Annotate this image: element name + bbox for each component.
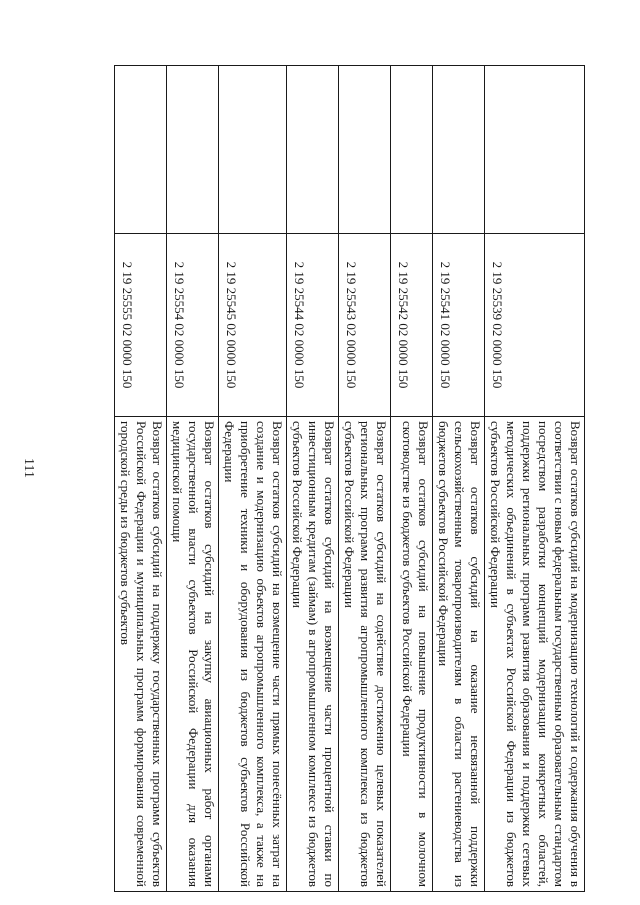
description-cell: Возврат остатков субсидий на содействие достижению целевых показателей региональных программ развития агропромышленного комплекса из бюджетов субъектов Российской Федерации <box>339 417 391 892</box>
rotated-table-page <box>85 65 585 887</box>
empty-cell <box>167 66 219 234</box>
budget-code-cell: 2 19 25539 02 0000 150 <box>485 234 585 417</box>
description-cell: Возврат остатков субсидий на возмещение части процентной ставки по инвестиционным кредитам (займам) в агропромышленном комплексе из бюджетов субъектов Российской Федерации <box>287 417 339 892</box>
description-cell: Возврат остатков субсидий на закупку авиационных работ органами государственной власти субъектов Российской Федерации для оказания медицинской помощи <box>167 417 219 892</box>
empty-cell <box>391 66 433 234</box>
table-row <box>339 66 391 892</box>
page-number: 111 <box>21 458 36 478</box>
empty-cell <box>485 66 585 234</box>
description-cell: Возврат остатков субсидий на поддержку государственных программ субъектов Российской Федерации и муниципальных программ формирования современной городской среды из бюджетов субъектов <box>115 417 167 892</box>
table-row <box>219 66 287 892</box>
budget-code-cell: 2 19 25542 02 0000 150 <box>391 234 433 417</box>
budget-code-cell: 2 19 25544 02 0000 150 <box>287 234 339 417</box>
empty-cell <box>287 66 339 234</box>
description-cell: Возврат остатков субсидий на возмещение части прямых понесённых затрат на создание и модернизацию объектов агропромышленного комплекса, а также на приобретение техники и оборудования из бюджетов субъектов Российской Федерации <box>219 417 287 892</box>
empty-cell <box>219 66 287 234</box>
description-cell: Возврат остатков субсидий на модернизацию технологий и содержания обучения в соответствии с новым федеральным государственным образовательным стандартом посредством разработки концепций модернизации конкретных областей, поддержки региональных программ развития образования и поддержки сетевых методических объединений в субъектах Российской Федерации из бюджетов субъектов Российской Федерации <box>485 417 585 892</box>
empty-cell <box>433 66 485 234</box>
table-row <box>433 66 485 892</box>
budget-code-cell: 2 19 25543 02 0000 150 <box>339 234 391 417</box>
budget-code-cell: 2 19 25541 02 0000 150 <box>433 234 485 417</box>
budget-code-cell: 2 19 25545 02 0000 150 <box>219 234 287 417</box>
table-row <box>115 66 167 892</box>
table-row <box>287 66 339 892</box>
budget-code-cell: 2 19 25554 02 0000 150 <box>167 234 219 417</box>
budget-code-cell: 2 19 25555 02 0000 150 <box>115 234 167 417</box>
table-row <box>391 66 433 892</box>
empty-cell <box>115 66 167 234</box>
table-row <box>485 66 585 892</box>
description-cell: Возврат остатков субсидий на повышение продуктивности в молочном скотоводстве из бюджетов субъектов Российской Федерации <box>391 417 433 892</box>
table-row <box>167 66 219 892</box>
empty-cell <box>339 66 391 234</box>
description-cell: Возврат остатков субсидий на оказание несвязанной поддержки сельскохозяйственным товаропроизводителям в области растениеводства из бюджетов субъектов Российской Федерации <box>433 417 485 892</box>
budget-codes-table <box>114 65 585 892</box>
